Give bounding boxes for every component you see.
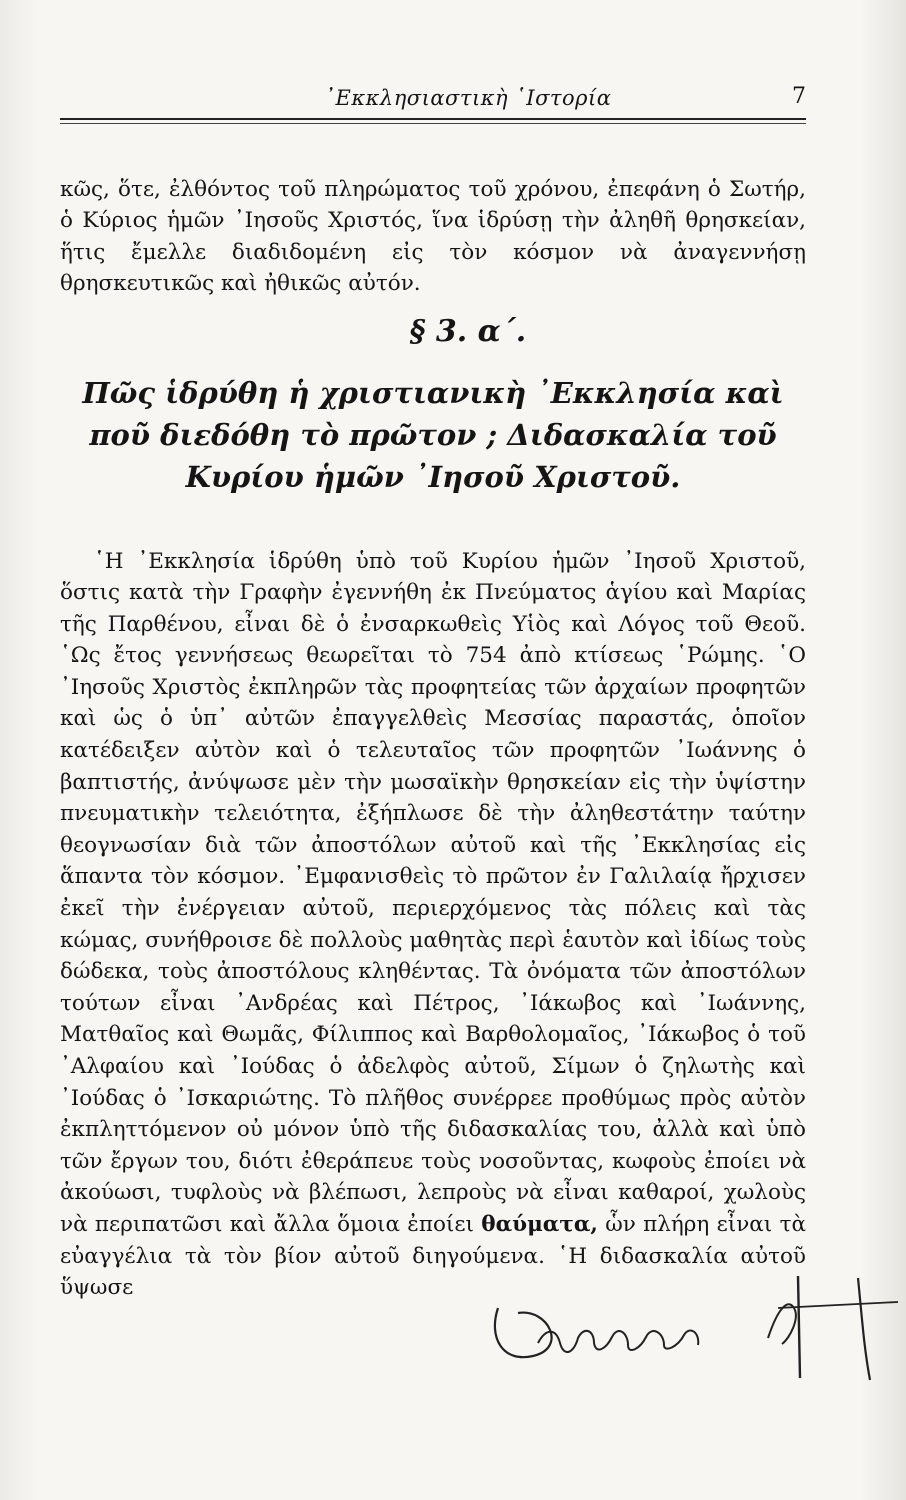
- body-paragraph: [60, 546, 806, 1304]
- running-title: ᾿Εκκλησιαστικὴ ῾Ιστορία: [324, 86, 612, 110]
- page-number: 7: [792, 84, 806, 109]
- section-mark: § 3. α΄.: [409, 314, 527, 349]
- body-text-part1: ῾Η ᾿Εκκλησία ἱδρύθη ὑπὸ τοῦ Κυρίου ἡμῶν ᾿Ιησοῦ Χριστοῦ, ὅστις κατὰ τὴν Γραφὴν ἐγεννήθη ἐκ Πνεύματος ἁγίου καὶ Μαρίας τῆς Παρθένου, εἶναι δὲ ὁ ἐνσαρκωθεὶς Υἱὸς καὶ Λόγος τοῦ Θεοῦ. ῾Ως ἔτος γεννήσεως θεωρεῖται τὸ 754 ἀπὸ κτίσεως ῾Ρώμης. ῾Ο ᾿Ιησοῦς Χριστὸς ἐκπληρῶν τὰς προφητείας τῶν ἀρχαίων προφητῶν καὶ ὡς ὁ ὑπ᾿ αὐτῶν ἐπαγγελθεὶς Μεσσίας παραστάς, ὁποῖον κατέδειξεν αὐτὸν καὶ ὁ τελευταῖος τῶν προφητῶν ᾿Ιωάννης ὁ βαπτιστής, ἀνύψωσε μὲν τὴν μωσαϊκὴν θρησκείαν εἰς τὴν ὑψίστην πνευματικὴν τελειότητα, ἐξήπλωσε δὲ τὴν ἀληθεστάτην ταύτην θεογνωσίαν διὰ τῶν ἀποστόλων αὐτοῦ καὶ τῆς ᾿Εκκλησίας εἰς ἅπαντα τὸν κόσμον. ᾿Εμφανισθεὶς τὸ πρῶτον ἐν Γαλιλαίᾳ ἤρχισεν ἐκεῖ τὴν ἐνέργειαν αὐτοῦ, περιερχόμενος τὰς πόλεις καὶ τὰς κώμας, συνήθροισε δὲ πολλοὺς μαθητὰς περὶ ἑαυτὸν καὶ ἰδίως τοὺς δώδεκα, τοὺς ἀποστόλους κληθέντας. Τὰ ὀνόματα τῶν ἀποστόλων τούτων εἶναι ᾿Ανδρέας καὶ Πέτρος, ᾿Ιάκωβος καὶ ᾿Ιωάννης, Ματθαῖος καὶ Θωμᾶς, Φίλιππος καὶ Βαρθολομαῖος, ᾿Ιάκωβος ὁ τοῦ ᾿Αλφαίου καὶ ᾿Ιούδας ὁ ἀδελφὸς αὐτοῦ, Σίμων ὁ ζηλωτὴς καὶ ᾿Ιούδας ὁ ᾿Ισκαριώτης. Τὸ πλῆθος συνέρρεε προθύμως πρὸς αὐτὸν ἐκπληττόμενον οὐ μόνον ὑπὸ τῆς διδασκαλίας του, ἀλλὰ καὶ ὑπὸ τῶν ἔργων του, διότι ἐθεράπευε τοὺς νοσοῦντας, κωφοὺς ἐποίει νὰ ἀκούωσι, τυφλοὺς νὰ βλέπωσι, λεπροὺς νὰ εἶναι καθαροί, χωλοὺς νὰ περιπατῶσι καὶ ἄλλα ὅμοια ἐποίει: [60, 548, 806, 1237]
- page-header: [60, 80, 806, 116]
- section-heading: Πῶς ἱδρύθη ἡ χριστιανικὴ ᾿Εκκλησία καὶ ποῦ διεδόθη τὸ πρῶτον ; Διδασκαλία τοῦ Κυρίου ἡμῶν ᾿Ιησοῦ Χριστοῦ.: [82, 376, 784, 494]
- body-emphasis: θαύματα,: [481, 1211, 598, 1237]
- header-rule: [60, 118, 806, 124]
- opening-paragraph: κῶς, ὅτε, ἐλθόντος τοῦ πληρώματος τοῦ χρόνου, ἐπεφάνη ὁ Σωτήρ, ὁ Κύριος ἡμῶν ᾿Ιησοῦς Χριστός, ἵνα ἱδρύσῃ τὴν ἀληθῆ θρησκείαν, ἥτις ἔμελλε διαδιδομένη εἰς τὸν κόσμον νὰ ἀναγεννήσῃ θρησκευτικῶς καὶ ἠθικῶς αὐτόν.: [60, 176, 806, 297]
- body-text-part2: ὧν πλήρη εἶναι τὰ εὐαγγέλια τὰ τὸν βίον αὐτοῦ διηγούμενα. ῾Η διδασκαλία αὐτοῦ ὕψωσε: [60, 1211, 806, 1301]
- handwritten-signature-icon: [478, 1268, 898, 1388]
